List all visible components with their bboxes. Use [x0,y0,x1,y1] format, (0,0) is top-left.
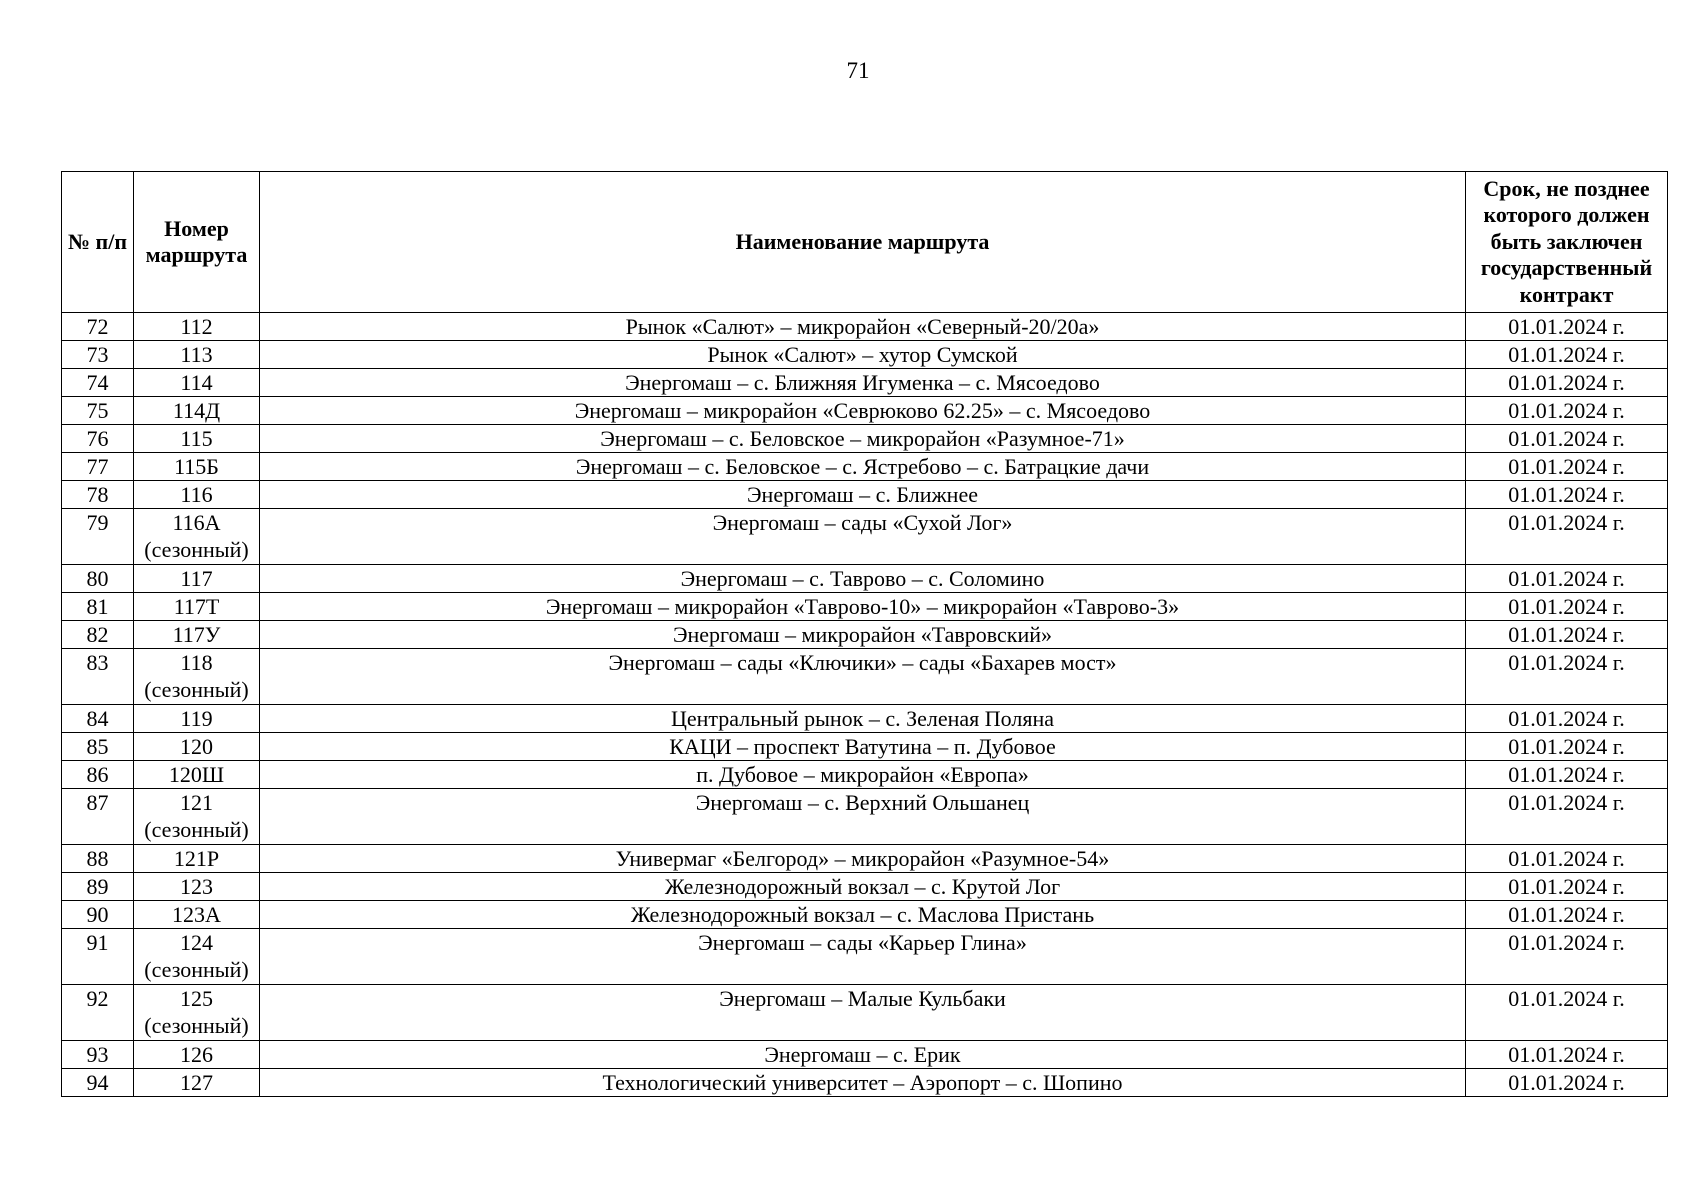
cell-route-name: Технологический университет – Аэропорт – с. Шопино [260,1069,1466,1097]
cell-num: 76 [62,425,134,453]
route-number: 125 [180,986,213,1011]
cell-route-name: Энергомаш – с. Ближнее [260,481,1466,509]
route-number: 115 [180,426,213,451]
cell-num: 94 [62,1069,134,1097]
cell-route-name: Центральный рынок – с. Зеленая Поляна [260,705,1466,733]
cell-num: 93 [62,1041,134,1069]
cell-route-name: Рынок «Салют» – хутор Сумской [260,341,1466,369]
route-number: 116А [172,510,221,535]
cell-deadline: 01.01.2024 г. [1466,1069,1668,1097]
table-body [62,313,1668,1097]
page-number: 71 [846,58,870,83]
cell-deadline: 01.01.2024 г. [1466,985,1668,1041]
table-row [62,649,1668,705]
cell-route-number [134,705,260,733]
route-number: 126 [180,1042,213,1067]
cell-route-name: п. Дубовое – микрорайон «Европа» [260,761,1466,789]
cell-route-name: Энергомаш – с. Беловское – микрорайон «Разумное-71» [260,425,1466,453]
cell-deadline: 01.01.2024 г. [1466,425,1668,453]
cell-deadline: 01.01.2024 г. [1466,565,1668,593]
cell-route-number [134,649,260,705]
table-row [62,901,1668,929]
cell-deadline: 01.01.2024 г. [1466,509,1668,565]
route-number: 114 [180,370,213,395]
cell-route-number [134,929,260,985]
table-row [62,789,1668,845]
cell-route-name: Энергомаш – микрорайон «Тавровский» [260,621,1466,649]
route-seasonal-note: (сезонный) [144,817,249,842]
cell-deadline: 01.01.2024 г. [1466,873,1668,901]
cell-deadline: 01.01.2024 г. [1466,789,1668,845]
table-header-row [62,172,1668,313]
cell-route-number [134,1041,260,1069]
cell-num: 75 [62,397,134,425]
cell-num: 80 [62,565,134,593]
cell-route-name: КАЦИ – проспект Ватутина – п. Дубовое [260,733,1466,761]
table-row [62,453,1668,481]
cell-route-name: Рынок «Салют» – микрорайон «Северный-20/20а» [260,313,1466,341]
table-row [62,621,1668,649]
route-number: 117 [180,566,213,591]
cell-num: 87 [62,789,134,845]
route-seasonal-note: (сезонный) [144,537,249,562]
table-row [62,1069,1668,1097]
route-seasonal-note: (сезонный) [144,957,249,982]
cell-num: 72 [62,313,134,341]
cell-route-number [134,481,260,509]
cell-num: 86 [62,761,134,789]
cell-route-name: Энергомаш – с. Ерик [260,1041,1466,1069]
cell-num: 83 [62,649,134,705]
route-number: 121 [180,790,213,815]
table-row [62,369,1668,397]
table-row [62,313,1668,341]
cell-route-number [134,313,260,341]
table-row [62,705,1668,733]
cell-route-name: Энергомаш – сады «Карьер Глина» [260,929,1466,985]
cell-route-number [134,453,260,481]
cell-deadline: 01.01.2024 г. [1466,397,1668,425]
route-number: 120Ш [168,762,225,787]
table-row [62,873,1668,901]
route-seasonal-note: (сезонный) [144,1013,249,1038]
route-number: 123А [172,902,221,927]
cell-route-name: Железнодорожный вокзал – с. Маслова Пристань [260,901,1466,929]
cell-route-number [134,761,260,789]
route-number: 119 [180,706,213,731]
table-row [62,761,1668,789]
table-row [62,341,1668,369]
cell-deadline: 01.01.2024 г. [1466,481,1668,509]
cell-deadline: 01.01.2024 г. [1466,369,1668,397]
routes-table [61,171,1668,1097]
cell-num: 77 [62,453,134,481]
table-row [62,509,1668,565]
cell-route-name: Энергомаш – с. Верхний Ольшанец [260,789,1466,845]
cell-route-name: Энергомаш – с. Беловское – с. Ястребово – с. Батрацкие дачи [260,453,1466,481]
route-number: 117Т [173,594,220,619]
cell-deadline: 01.01.2024 г. [1466,649,1668,705]
route-number: 117У [172,622,221,647]
route-number: 121Р [173,846,220,871]
cell-route-name: Энергомаш – микрорайон «Севрюково 62.25» – с. Мясоедово [260,397,1466,425]
cell-num: 92 [62,985,134,1041]
cell-route-number [134,1069,260,1097]
cell-deadline: 01.01.2024 г. [1466,929,1668,985]
route-number: 114Д [172,398,221,423]
route-number: 120 [180,734,213,759]
cell-deadline: 01.01.2024 г. [1466,761,1668,789]
cell-deadline: 01.01.2024 г. [1466,341,1668,369]
cell-route-number [134,341,260,369]
cell-route-name: Энергомаш – с. Таврово – с. Соломино [260,565,1466,593]
cell-route-number [134,873,260,901]
table-row [62,985,1668,1041]
cell-route-name: Энергомаш – сады «Ключики» – сады «Бахарев мост» [260,649,1466,705]
cell-num: 78 [62,481,134,509]
cell-num: 79 [62,509,134,565]
cell-route-number [134,369,260,397]
cell-route-name: Энергомаш – микрорайон «Таврово-10» – микрорайон «Таврово-3» [260,593,1466,621]
cell-num: 89 [62,873,134,901]
cell-route-number [134,593,260,621]
cell-route-number [134,509,260,565]
route-number: 113 [180,342,213,367]
cell-route-number [134,789,260,845]
cell-num: 84 [62,705,134,733]
cell-deadline: 01.01.2024 г. [1466,453,1668,481]
cell-route-number [134,901,260,929]
cell-route-name: Энергомаш – с. Ближняя Игуменка – с. Мясоедово [260,369,1466,397]
route-number: 124 [180,930,213,955]
table-row [62,845,1668,873]
route-seasonal-note: (сезонный) [144,677,249,702]
cell-deadline: 01.01.2024 г. [1466,845,1668,873]
table-row [62,425,1668,453]
table-row [62,929,1668,985]
cell-route-number [134,565,260,593]
cell-deadline: 01.01.2024 г. [1466,1041,1668,1069]
table-row [62,481,1668,509]
table-row [62,733,1668,761]
cell-deadline: 01.01.2024 г. [1466,621,1668,649]
cell-num: 91 [62,929,134,985]
cell-route-number [134,845,260,873]
route-number: 115Б [174,454,219,479]
cell-deadline: 01.01.2024 г. [1466,705,1668,733]
cell-deadline: 01.01.2024 г. [1466,733,1668,761]
route-number: 116 [180,482,213,507]
cell-route-number [134,985,260,1041]
table-row [62,593,1668,621]
cell-num: 81 [62,593,134,621]
table-row [62,1041,1668,1069]
cell-route-number [134,397,260,425]
cell-num: 90 [62,901,134,929]
route-number: 112 [180,314,213,339]
header-deadline: Срок, не позднее которого должен быть заключен государственный контракт [1466,172,1668,313]
header-route-name: Наименование маршрута [260,172,1466,313]
cell-deadline: 01.01.2024 г. [1466,593,1668,621]
cell-num: 85 [62,733,134,761]
cell-route-number [134,733,260,761]
cell-route-number [134,425,260,453]
table-row [62,565,1668,593]
cell-deadline: 01.01.2024 г. [1466,901,1668,929]
header-num: № п/п [62,172,134,313]
cell-num: 82 [62,621,134,649]
table-row [62,397,1668,425]
route-number: 118 [180,650,213,675]
route-number: 123 [180,874,213,899]
cell-num: 73 [62,341,134,369]
cell-deadline: 01.01.2024 г. [1466,313,1668,341]
cell-route-name: Энергомаш – сады «Сухой Лог» [260,509,1466,565]
cell-num: 74 [62,369,134,397]
cell-route-name: Универмаг «Белгород» – микрорайон «Разумное-54» [260,845,1466,873]
cell-route-name: Железнодорожный вокзал – с. Крутой Лог [260,873,1466,901]
cell-num: 88 [62,845,134,873]
header-route-number: Номер маршрута [134,172,260,313]
cell-route-number [134,621,260,649]
route-number: 127 [180,1070,213,1095]
cell-route-name: Энергомаш – Малые Кульбаки [260,985,1466,1041]
